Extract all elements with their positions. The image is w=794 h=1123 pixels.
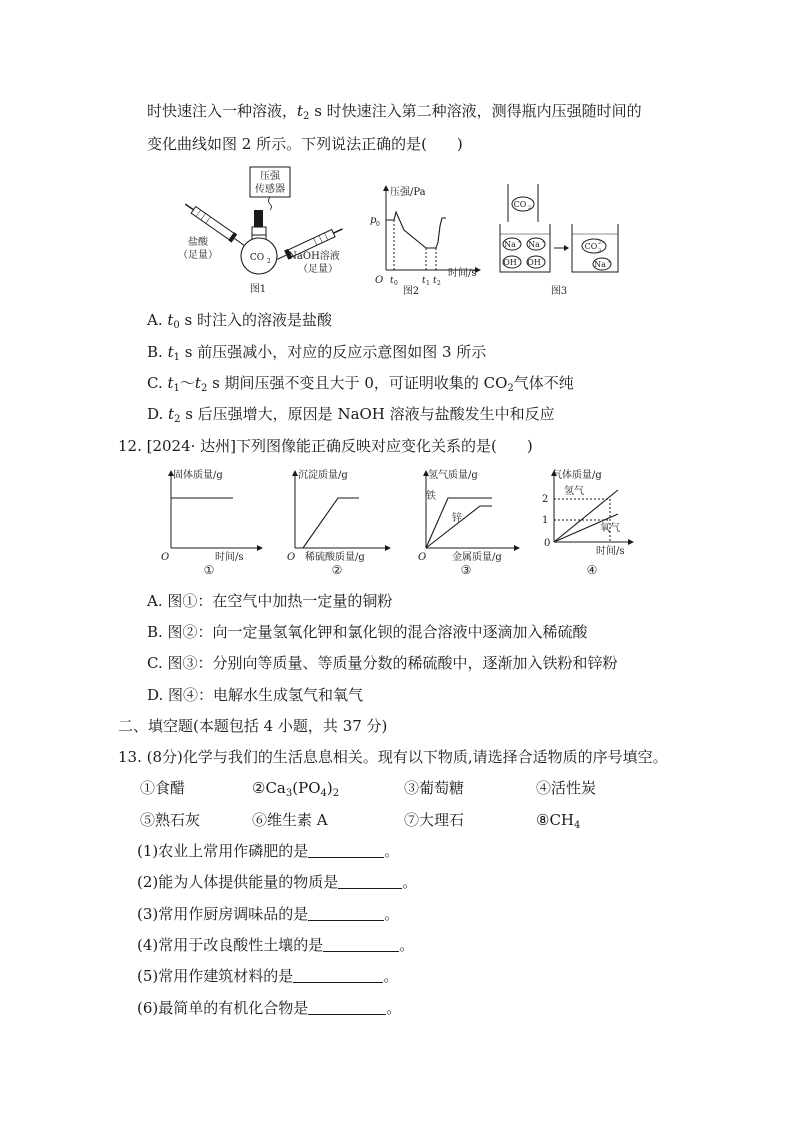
stem-text: s 时快速注入第二种溶液，测得瓶内压强随时间的: [309, 102, 642, 120]
svg-text:2: 2: [267, 258, 271, 265]
figure-3-caption: 图3: [550, 286, 568, 297]
q13-sub-2: (2)能为人体提供能量的物质是 。: [137, 873, 418, 891]
q12-option-a[interactable]: A. 图①：在空气中加热一定量的铜粉: [147, 592, 393, 610]
svg-text:CO: CO: [584, 242, 598, 251]
q13-item-3: ③葡萄糖: [404, 779, 465, 797]
answer-blank-5[interactable]: [293, 968, 383, 983]
naoh-label: NaOH溶液: [288, 251, 340, 262]
q13-sub-1: (1)农业上常用作磷肥的是 。: [137, 842, 400, 860]
chart4-tick-1: 1: [542, 515, 549, 526]
chart1-caption: ①: [203, 563, 215, 577]
chart2-line: [303, 498, 359, 548]
q12-stem: 12. [2024· 达州]下列图像能正确反映对应变化关系的是( ): [118, 437, 533, 455]
answer-blank-6[interactable]: [308, 1000, 386, 1015]
chart1-xlabel: 时间/s: [215, 552, 244, 563]
chart2-ylabel: 沉淀质量/g: [298, 470, 348, 481]
q13-sub-5: (5)常用作建筑材料的是 。: [137, 967, 399, 985]
svg-text:0: 0: [544, 538, 551, 549]
figure-2-caption: 图2: [402, 286, 420, 297]
q13-sub-3: (3)常用作厨房调味品的是 。: [137, 905, 400, 923]
x-axis-label: 时间/s: [448, 268, 477, 279]
svg-text:OH: OH: [527, 258, 541, 267]
svg-text:0: 0: [376, 221, 380, 228]
q13-stem: 13. (8分)化学与我们的生活息息相关。现有以下物质,请选择合适物质的序号填空。: [118, 748, 668, 766]
answer-blank-4[interactable]: [323, 937, 399, 952]
hcl-amount-label: （足量）: [178, 250, 218, 261]
q13-item-1: ①食醋: [140, 779, 186, 797]
q13-sub-6: (6)最简单的有机化合物是 。: [137, 999, 402, 1017]
svg-text:Na: Na: [594, 260, 606, 269]
q11-option-b[interactable]: B. $t_1$ s 前压强减小，对应的反应示意图如图 3 所示: [147, 343, 487, 363]
q13-sub-4: (4)常用于改良酸性土壤的是 。: [137, 936, 415, 954]
p0-label: p: [370, 215, 377, 226]
hcl-label: 盐酸: [188, 237, 208, 248]
svg-text:+: +: [517, 239, 522, 245]
svg-text:O: O: [161, 552, 170, 563]
t1-label: t: [422, 276, 426, 286]
svg-text:+: +: [607, 259, 612, 265]
t0-label: t: [390, 276, 394, 286]
pressure-curve: [386, 212, 446, 248]
chart4-tick-2: 2: [542, 494, 549, 505]
q13-item-2: $②Ca_3(PO_4)_2$: [252, 779, 340, 799]
chart2-caption: ②: [331, 563, 343, 577]
q13-item-5: ⑤熟石灰: [140, 811, 201, 829]
q12-option-c[interactable]: C. 图③：分别向等质量、等质量分数的稀硫酸中，逐渐加入铁粉和锌粉: [147, 654, 618, 672]
q13-item-8: $⑧CH_4$: [536, 811, 581, 831]
chart2-xlabel: 稀硫酸质量/g: [305, 552, 365, 563]
figure-1-apparatus: [178, 165, 346, 297]
svg-text:1: 1: [426, 280, 430, 287]
answer-blank-1[interactable]: [308, 843, 384, 858]
svg-text:2−: 2−: [598, 240, 606, 246]
svg-text:Na: Na: [528, 240, 540, 249]
q11-stem-line1: [147, 100, 642, 128]
q12-chart-2: [283, 466, 398, 581]
q13-item-7: ⑦大理石: [404, 811, 465, 829]
q11-option-d[interactable]: D. $t_2$ s 后压强增大，原因是 NaOH 溶液与盐酸发生中和反应: [147, 405, 555, 425]
svg-text:2: 2: [437, 280, 441, 287]
answer-blank-2[interactable]: [338, 874, 402, 889]
chart4-caption: ④: [586, 563, 598, 577]
chart3-ylabel: 氢气质量/g: [428, 470, 478, 481]
svg-text:−: −: [541, 257, 546, 263]
origin-label: O: [375, 275, 384, 286]
figure-1-caption: 图1: [249, 284, 267, 295]
sensor-label-2: 传感器: [255, 184, 285, 195]
svg-text:O: O: [418, 552, 427, 563]
chart4-hydrogen-label: 氢气: [564, 486, 584, 497]
svg-text:Na: Na: [504, 240, 516, 249]
svg-text:0: 0: [394, 280, 398, 287]
chart3-xlabel: 金属质量/g: [452, 552, 502, 563]
q11-option-a[interactable]: A. $t_0$ s 时注入的溶液是盐酸: [147, 311, 333, 331]
svg-text:−: −: [517, 257, 522, 263]
svg-text:OH: OH: [503, 258, 517, 267]
y-axis-label: 压强/Pa: [390, 187, 426, 198]
co2-molecule-label: CO: [513, 200, 527, 209]
naoh-amount-label: （足量）: [298, 264, 338, 275]
chart4-oxygen-label: 氧气: [600, 523, 620, 534]
section-2-heading: 二、填空题(本题包括 4 小题，共 37 分): [118, 717, 388, 735]
svg-text:2: 2: [528, 205, 532, 211]
chart3-iron-label: 铁: [426, 491, 436, 502]
q12-chart-4: [538, 466, 638, 581]
figure-2-pressure-graph: [366, 182, 486, 297]
svg-text:+: +: [541, 239, 546, 245]
chart4-line-hydrogen: [554, 490, 618, 542]
chart4-ylabel: 气体质量/g: [552, 470, 602, 481]
svg-text:O: O: [287, 552, 296, 563]
q13-item-6: ⑥维生素 A: [252, 811, 328, 829]
chart1-ylabel: 固体质量/g: [173, 470, 223, 481]
answer-blank-3[interactable]: [308, 906, 384, 921]
flask-co2-label: CO: [249, 253, 265, 263]
figure-3-reaction-diagram: [496, 182, 626, 297]
chart3-caption: ③: [460, 563, 472, 577]
q11-option-c[interactable]: C. $t_1\sim t_2$ s 期间压强不变且大于 0，可证明收集的 $CO_2$气体不纯: [147, 374, 574, 394]
chart4-xlabel: 时间/s: [596, 546, 625, 557]
t2-subscript: 2: [303, 111, 310, 122]
t2-symbol: t: [297, 102, 304, 120]
q12-option-b[interactable]: B. 图②：向一定量氢氧化钾和氯化钡的混合溶液中逐滴加入稀硫酸: [147, 623, 588, 641]
svg-text:3: 3: [598, 248, 602, 254]
chart3-zinc-label: 锌: [452, 513, 462, 524]
q12-option-d[interactable]: D. 图④：电解水生成氢气和氧气: [147, 686, 364, 704]
q11-stem-line2: 变化曲线如图 2 所示。下列说法正确的是( ): [147, 135, 463, 153]
q12-chart-1: [155, 466, 270, 581]
q12-chart-3: [412, 466, 527, 581]
t2-label: t: [433, 276, 437, 286]
stem-text: 时快速注入一种溶液，: [147, 102, 298, 120]
q13-item-4: ④活性炭: [536, 779, 597, 797]
sensor-label-1: 压强: [260, 171, 280, 182]
sensor-probe: [254, 210, 263, 228]
